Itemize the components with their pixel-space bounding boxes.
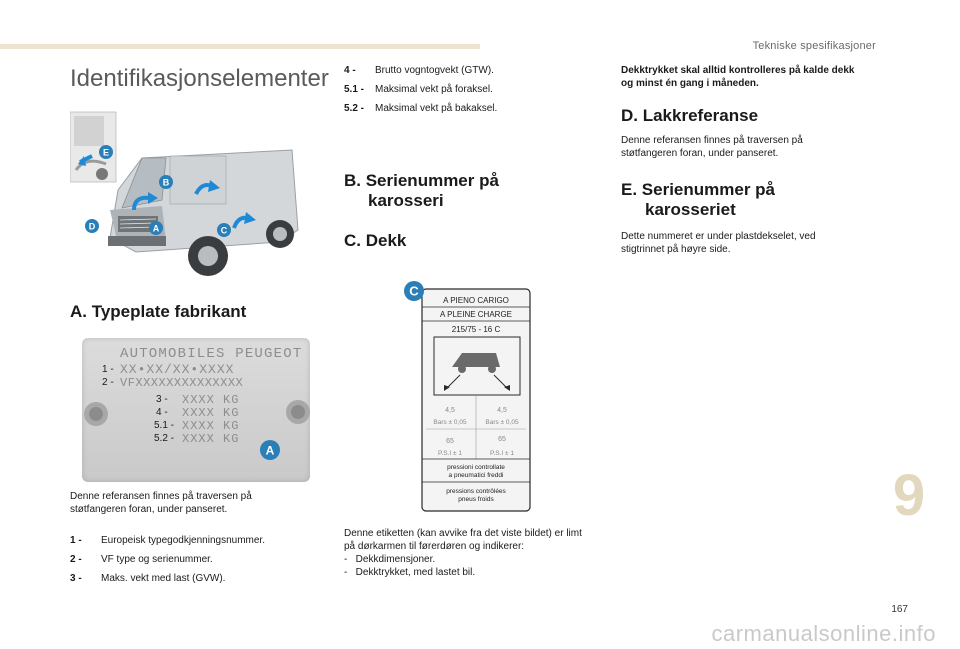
plate-row2-value: VFXXXXXXXXXXXXXX xyxy=(120,376,244,390)
label-line1: A PIENO CARIGO xyxy=(443,296,509,305)
badge-e xyxy=(99,145,113,159)
badge-c xyxy=(217,223,231,237)
svg-text:C: C xyxy=(220,225,228,236)
plate-maker: AUTOMOBILES PEUGEOT xyxy=(120,346,303,362)
section-b-title: B. Serienummer på karosseri xyxy=(344,171,499,210)
label-italian-line2: a pneumatici freddi xyxy=(448,472,504,479)
plate-row5-value: XXXX KG xyxy=(182,419,240,433)
svg-text:E: E xyxy=(102,147,110,158)
label-italian-line1: pressioni controllate xyxy=(447,464,505,471)
page-title: Identifikasjonselementer xyxy=(70,65,329,92)
page-number: 167 xyxy=(891,604,908,615)
plate-row1-label: 1 - xyxy=(102,364,114,375)
badge-b xyxy=(159,175,173,189)
plate-row3-value: XXXX KG xyxy=(182,393,240,407)
psi-text-left: P.S.I ± 1 xyxy=(437,450,463,457)
watermark: carmanualsonline.info xyxy=(711,621,936,646)
plate-badge: A xyxy=(265,443,275,458)
section-e-text: Dette nummeret er under plastdekselet, ved stigtrinnet på høyre side. xyxy=(621,231,816,255)
weights-list xyxy=(344,64,594,115)
psi-value-left: 65 xyxy=(446,438,454,445)
pressure-warning: Dekktrykket skal alltid kontrolleres på kalde dekk og minst én gang i måneden. xyxy=(621,65,855,89)
column-middle xyxy=(344,64,594,251)
tyre-info-list xyxy=(344,553,588,579)
bars-text-left: Bars ± 0,05 xyxy=(433,419,467,426)
list-item: 5.1 - Maksimal vekt på foraksel. xyxy=(344,84,493,95)
section-a-text: Denne referansen finnes på traversen på støtfangeren foran, under panseret. xyxy=(70,491,252,515)
plate-row3-label: 3 - xyxy=(156,394,168,405)
label-size: 215/75 - 16 C xyxy=(451,325,501,334)
bars-value-left: 4,5 xyxy=(445,407,455,414)
header-rule xyxy=(0,44,480,49)
column-right xyxy=(621,64,861,256)
plate-row2-label: 2 - xyxy=(102,377,114,388)
list-item: - Dekktrykket, med lastet bil. xyxy=(344,567,476,578)
plate-row5-label: 5.1 - xyxy=(154,420,175,431)
badge-a xyxy=(149,221,163,235)
badge-d xyxy=(85,219,99,233)
type-plate xyxy=(82,338,310,482)
list-item: 3 - Maks. vekt med last (GVW). xyxy=(70,573,226,584)
label-badge: C xyxy=(409,283,419,299)
list-item: 5.2 - Maksimal vekt på bakaksel. xyxy=(344,103,498,114)
svg-text:B: B xyxy=(162,177,170,188)
list-item: 1 - Europeisk typegodkjenningsnummer. xyxy=(70,535,265,546)
section-a-title: A. Typeplate fabrikant xyxy=(70,302,247,321)
list-item: 4 - Brutto vogntogvekt (GTW). xyxy=(344,65,494,76)
label-french-line1: pressions contrôlées xyxy=(446,488,506,495)
section-c-title: C. Dekk xyxy=(344,231,407,250)
svg-text:D: D xyxy=(88,221,96,232)
chapter-title: Tekniske spesifikasjoner xyxy=(752,40,876,52)
label-french-line2: pneus froids xyxy=(458,496,494,503)
section-d-text: Denne referansen finnes på traversen på støtfangeren foran, under panseret. xyxy=(621,135,803,159)
svg-text:A: A xyxy=(152,223,160,234)
chapter-number: 9 xyxy=(892,463,926,528)
bars-value-right: 4,5 xyxy=(497,407,507,414)
plate-row6-label: 5.2 - xyxy=(154,433,175,444)
tyre-pressure-label xyxy=(404,281,532,513)
plate-items-list xyxy=(70,534,290,585)
plate-row1-value: XX•XX/XX•XXXX xyxy=(120,362,235,377)
section-e-title: E. Serienummer på karosseriet xyxy=(621,180,776,219)
van-illustration xyxy=(70,110,300,290)
plate-row6-value: XXXX KG xyxy=(182,432,240,446)
psi-text-right: P.S.I ± 1 xyxy=(489,450,515,457)
column-left xyxy=(70,60,329,93)
section-d-title: D. Lakkreferanse xyxy=(621,106,759,125)
plate-row4-label: 4 - xyxy=(156,407,168,418)
list-item: - Dekkdimensjoner. xyxy=(344,554,436,565)
section-c-text: Denne etiketten (kan avvike fra det viste bildet) er limt på dørkarmen til førerdøren og indikerer: xyxy=(344,528,582,552)
plate-row4-value: XXXX KG xyxy=(182,406,240,420)
label-line2: A PLEINE CHARGE xyxy=(439,310,513,319)
list-item: 2 - VF type og serienummer. xyxy=(70,554,213,565)
psi-value-right: 65 xyxy=(498,436,506,443)
bars-text-right: Bars ± 0,05 xyxy=(485,419,519,426)
